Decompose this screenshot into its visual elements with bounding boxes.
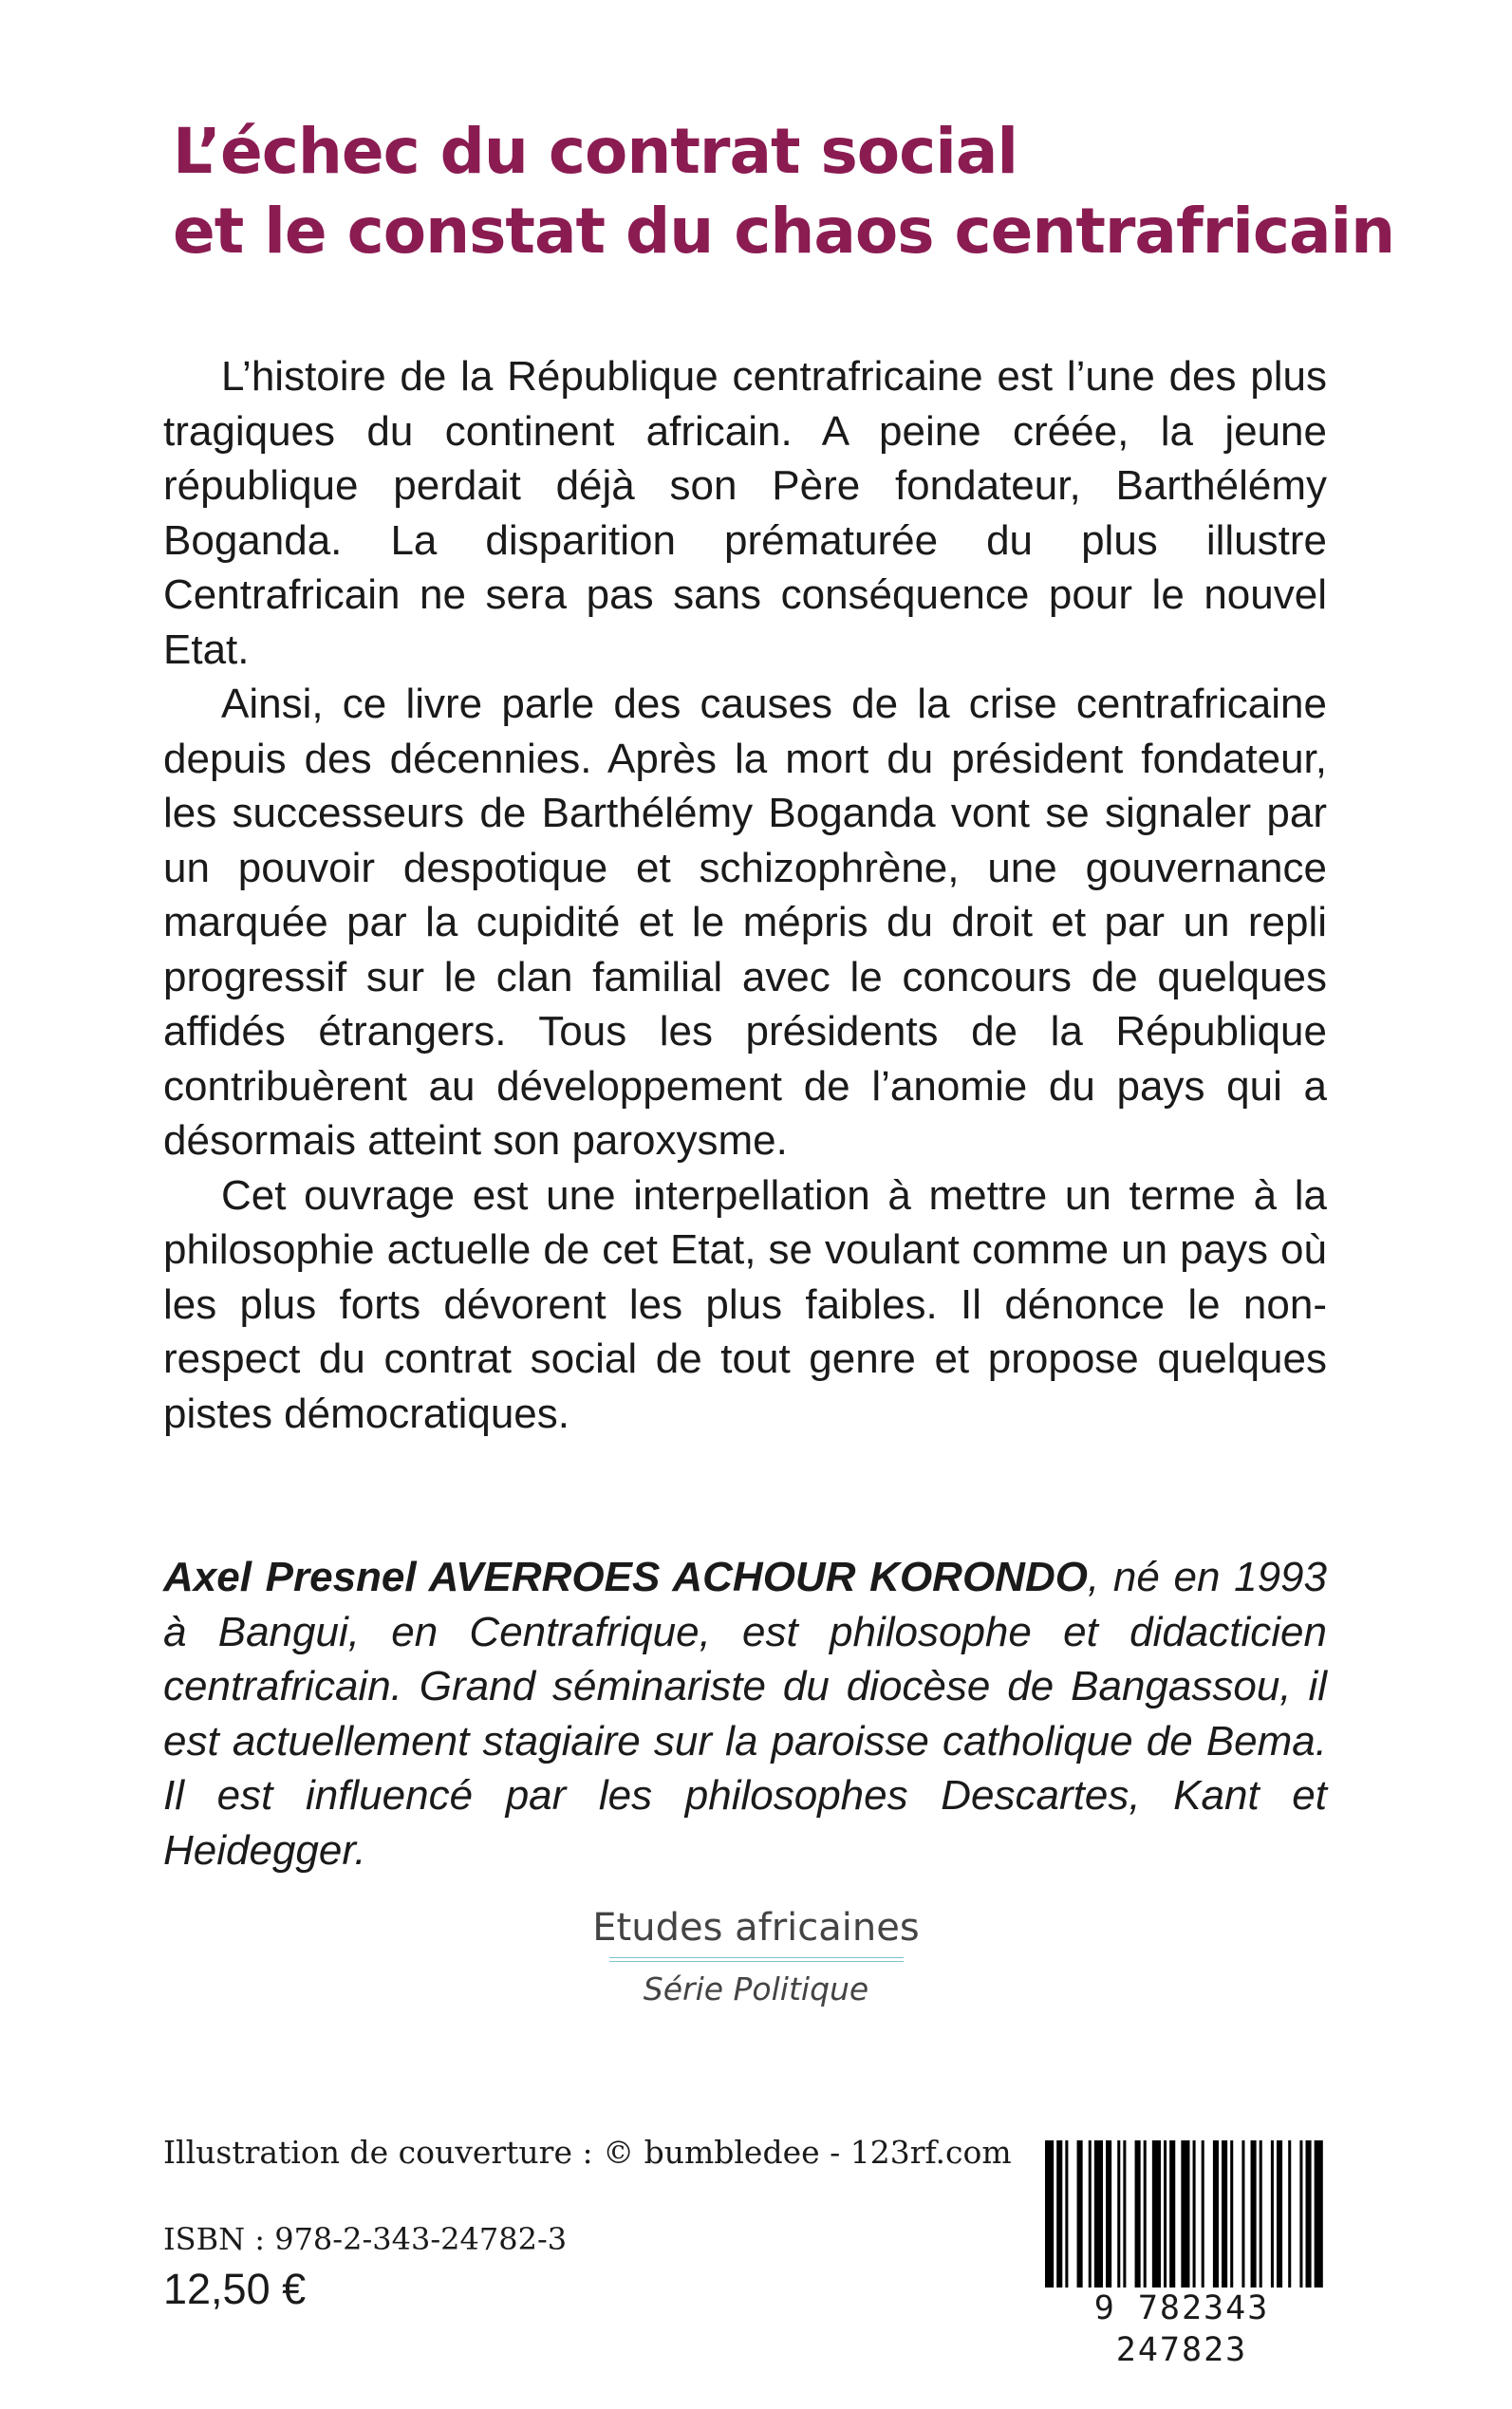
title-line-2: et le constat du chaos centrafricain [173,195,1395,268]
cover-credit: Illustration de couverture : © bumbledee - 123rf.com [163,2134,1012,2171]
summary-paragraph-3: Cet ouvrage est une interpellation à mettre un terme à la philosophie actuelle de cet Etat, se voulant comme un pays où les plus forts dévorent les plus faibles. Il dénonce le non-respect du contrat social de tout genre et propose quelques pistes démocratiques. [163,1171,1327,1437]
title-line-1: L’échec du contrat social [173,115,1018,188]
collection-name: Etudes africaines [592,1906,920,1950]
isbn: ISBN : 978-2-343-24782-3 [163,2221,568,2257]
collection-series: Série Politique [643,1970,869,2008]
summary-paragraph-2: Ainsi, ce livre parle des causes de la crise centrafricaine depuis des décennies. Après la mort du président fondateur, les successeurs de Barthélémy Boganda vont se signaler par un pouvoir despotique et schizophrène, une gouvernance marquée par la cupidité et le mépris du droit et par un repli progressif sur le clan familial avec le concours de quelques affidés étrangers. Tous les présidents de la République contribuèrent au développement de l’anomie du pays qui a désormais atteint son paroxysme. [163,681,1327,1164]
barcode-number: 9 782343 247823 [1039,2288,1324,2371]
collection-divider [609,1957,904,1962]
summary-text [163,349,1327,1441]
author-bio-text: , né en 1993 à Bangui, en Centrafrique, est philosophe et didacticien centrafricain. Grand séminariste du diocèse de Bangassou, il est actuellement stagiaire sur la paroisse catholique de Bema. Il est influencé par les philosophes Descartes, Kant et Heidegger. [163,1554,1327,1874]
price: 12,50 € [163,2265,307,2313]
summary-paragraph-1: L’histoire de la République centrafricaine est l’une des plus tragiques du continent africain. A peine créée, la jeune république perdait déjà son Père fondateur, Barthélémy Boganda. La disparition prématurée du plus illustre Centrafricain ne sera pas sans conséquence pour le nouvel Etat. [163,353,1327,673]
author-name: Axel Presnel AVERROES ACHOUR KORONDO [163,1554,1088,1600]
author-paragraph [163,1550,1327,1877]
collection-block [0,1904,1512,2009]
book-title [173,112,1395,271]
author-bio [163,1550,1327,1877]
